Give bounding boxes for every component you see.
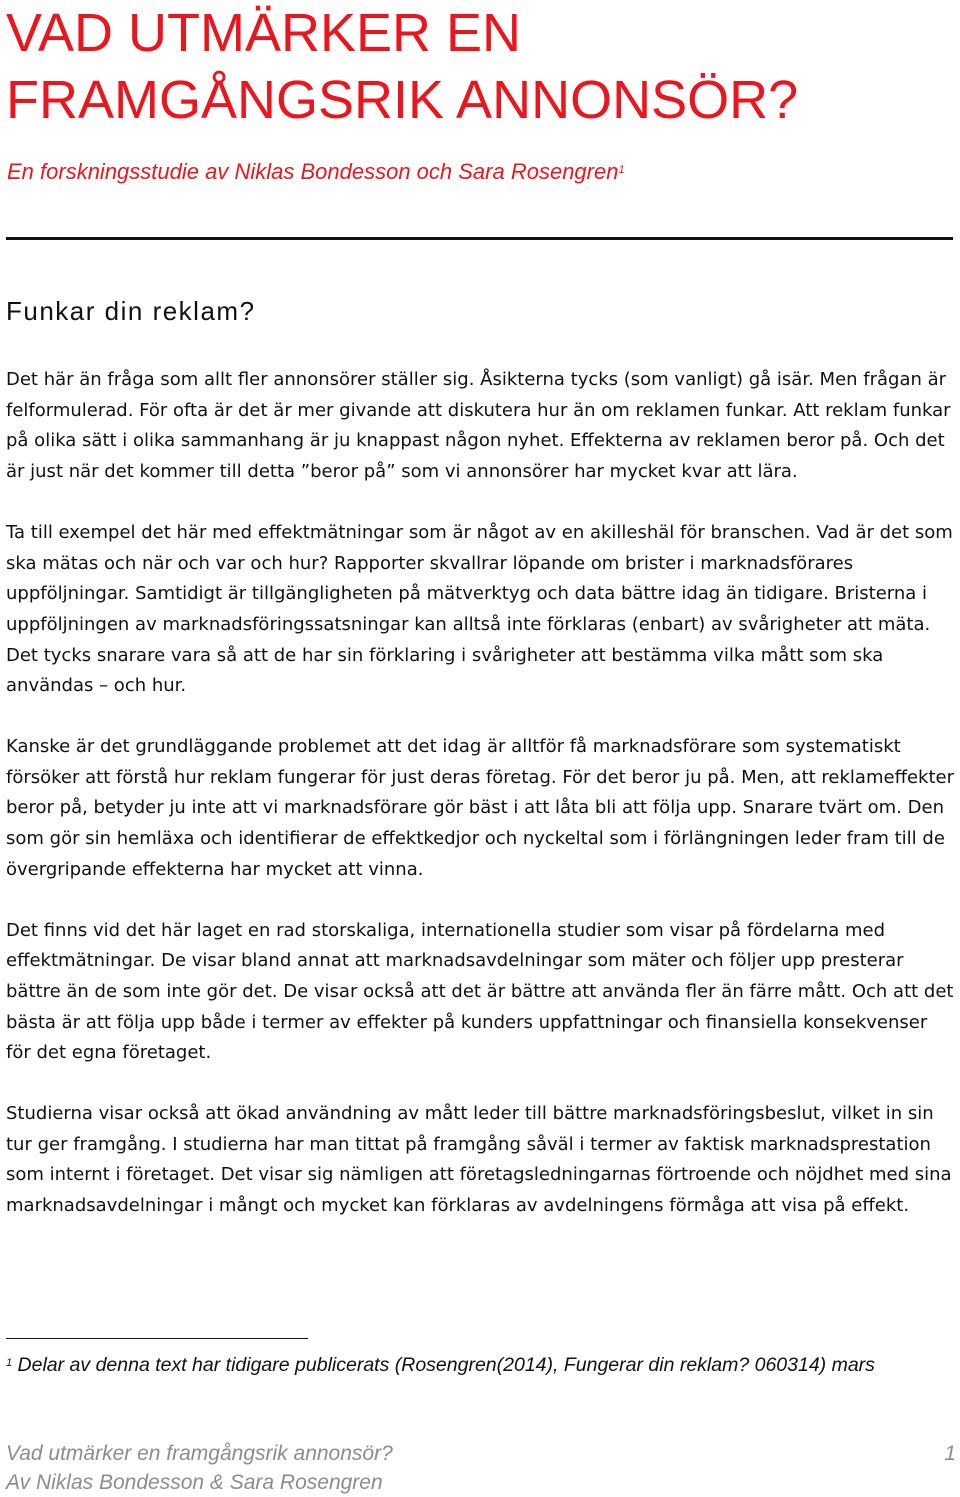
section-heading: Funkar din reklam? [6,296,256,326]
footnote-divider [6,1338,308,1339]
page-number: 1 [944,1442,956,1465]
footnote-text: Delar av denna text har tidigare publicerats (Rosengren(2014), Fungerar din reklam? 060314) mars [12,1354,875,1376]
paragraph: Det finns vid det här laget en rad storskaliga, internationella studier som visar på fördelarna med effektmätningar. De visar bland annat att marknadsavdelningar som mäter och följer upp presterar bättre än de som inte gör det. De visar också att det är bättre att använda fler än färre mått. Och att det bästa är att följa upp både i termer av effekter på kunders uppfattningar och finansiella konsekvenser för det egna företaget. [6,919,954,1064]
horizontal-divider [6,237,953,240]
page-footer [6,1439,956,1497]
paragraph: Studierna visar också att ökad användning av mått leder till bättre marknadsföringsbeslut, vilket in sin tur ger framgång. I studierna har man tittat på framgång såväl i termer av faktisk marknadsprestation som internt i företaget. Det visar sig nämligen att företagsledningarnas förtroende och nöjdhet med sina marknadsavdelningar i mångt och mycket kan förklaras av avdelningens förmåga att visa på effekt. [6,1103,952,1217]
footnote-marker: 1 [6,1357,13,1369]
footnote-reference: 1 [618,164,625,176]
subtitle-text: En forskningsstudie av Niklas Bondesson och Sara Rosengren [7,159,619,184]
paragraph: Kanske är det grundläggande problemet att det idag är alltför få marknadsförare som systematiskt försöker att förstå hur reklam fungerar för just deras företag. För det beror ju på. Men, att reklameffekter beror på, betyder ju inte att vi marknadsförare gör bäst i att låta bli att följa upp. Snarare tvärt om. Den som gör sin hemläxa och identifierar de effektkedjor och nyckeltal som i förlängningen leder fram till de övergripande effekterna har mycket att vinna. [6,736,955,880]
body-text [6,365,954,1252]
document-subtitle [7,156,625,188]
paragraph: Ta till exempel det här med effektmätningar som är något av en akilleshäl för branschen. Vad är det som ska mätas och när och var och hur? Rapporter skvallrar löpande om brister i marknadsförares uppföljningar. Samtidigt är tillgängligheten på mätverktyg och data bättre idag än tidigare. Bristerna i uppföljningen av marknadsföringssatsningar kan alltså inte förklaras (enbart) av svårigheter att mäta. Det tycks snarare vara så att de har sin förklaring i svårigheter att bestämma vilka mått som ska användas – och hur. [6,521,953,697]
footer-title: Vad utmärker en framgångsrik annonsör? [6,1442,393,1465]
footer-authors: Av Niklas Bondesson & Sara Rosengren [6,1471,383,1494]
document-title: VAD UTMÄRKER EN FRAMGÅNGSRIK ANNONSÖR? [6,3,799,130]
footnote [6,1350,956,1380]
paragraph: Det här än fråga som allt fler annonsörer ställer sig. Åsikterna tycks (som vanligt) gå isär. Men frågan är felformulerad. För ofta är det är mer givande att diskutera hur än om reklamen funkar. Att reklam funkar på olika sätt i olika sammanhang är ju knappast någon nyhet. Effekterna av reklamen beror på. Och det är just när det kommer till detta ”beror på” som vi annonsörer har mycket kvar att lära. [6,369,951,483]
